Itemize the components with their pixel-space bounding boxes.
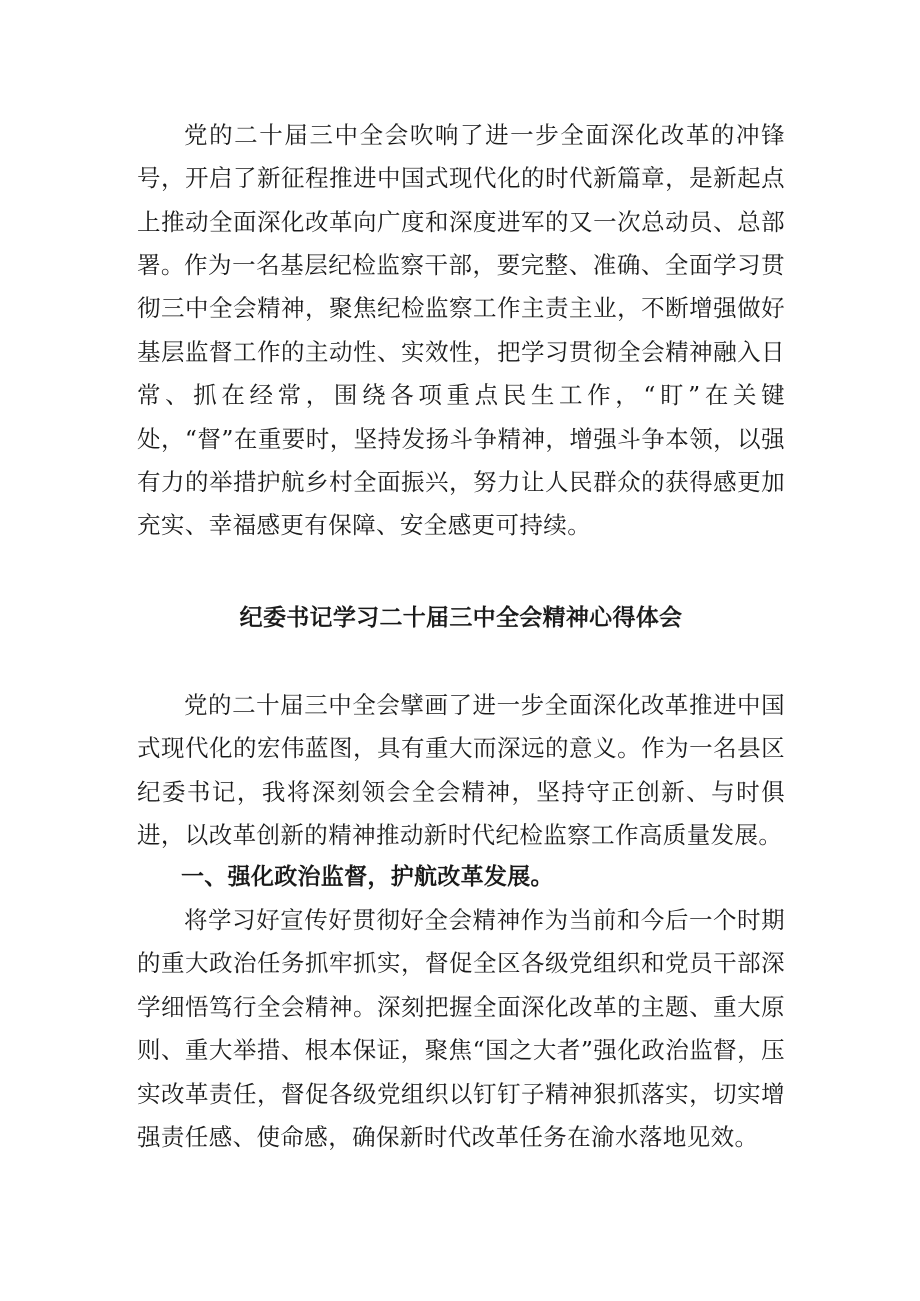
subheading: 一、强化政治监督，护航改革发展。 (181, 864, 554, 890)
body-paragraph: 将学习好宣传好贯彻好全会精神作为当前和今后一个时期的重大政治任务抓牢抓实，督促全区各级党组织和党员干部深学细悟笃行全会精神。深刻把握全面深化改革的主题、重大原则、重大举措、根本保证，聚焦“国之大者”强化政治监督，压实改革责任，督促各级党组织以钉钉子精神狠抓落实，切实增强责任感、使命感，确保新时代改革任务在渝水落地见效。 (137, 906, 785, 1152)
body-paragraph: 党的二十届三中全会吹响了进一步全面深化改革的冲锋号，开启了新征程推进中国式现代化的时代新篇章，是新起点上推动全面深化改革向广度和深度进军的又一次总动员、总部署。 (137, 121, 785, 280)
section-title: 纪委书记学习二十届三中全会精神心得体会 (239, 605, 683, 631)
body-paragraph: 作为一名基层纪检监察干部，要完整、准确、全面学习贯彻三中全会精神，聚焦纪检监察工作主责主业，不断增强做好基层监督工作的主动性、实效性，把学习贯彻全会精神融入日常、抓在经常，围绕各项重点民生工作，“盯”在关键处，“督”在重要时，坚持发扬斗争精神，增强斗争本领，以强有力的举措护航乡村全面振兴，努力让人民群众的获得感更加充实、幸福感更有保障、安全感更可持续。 (137, 251, 785, 540)
body-paragraph: 党的二十届三中全会擘画了进一步全面深化改革推进中国式现代化的宏伟蓝图，具有重大而深远的意义。作为一名县区纪委书记，我将深刻领会全会精神，坚持守正创新、与时俱进，以改革创新的精神推动新时代纪检监察工作高质量发展。 (137, 691, 785, 850)
